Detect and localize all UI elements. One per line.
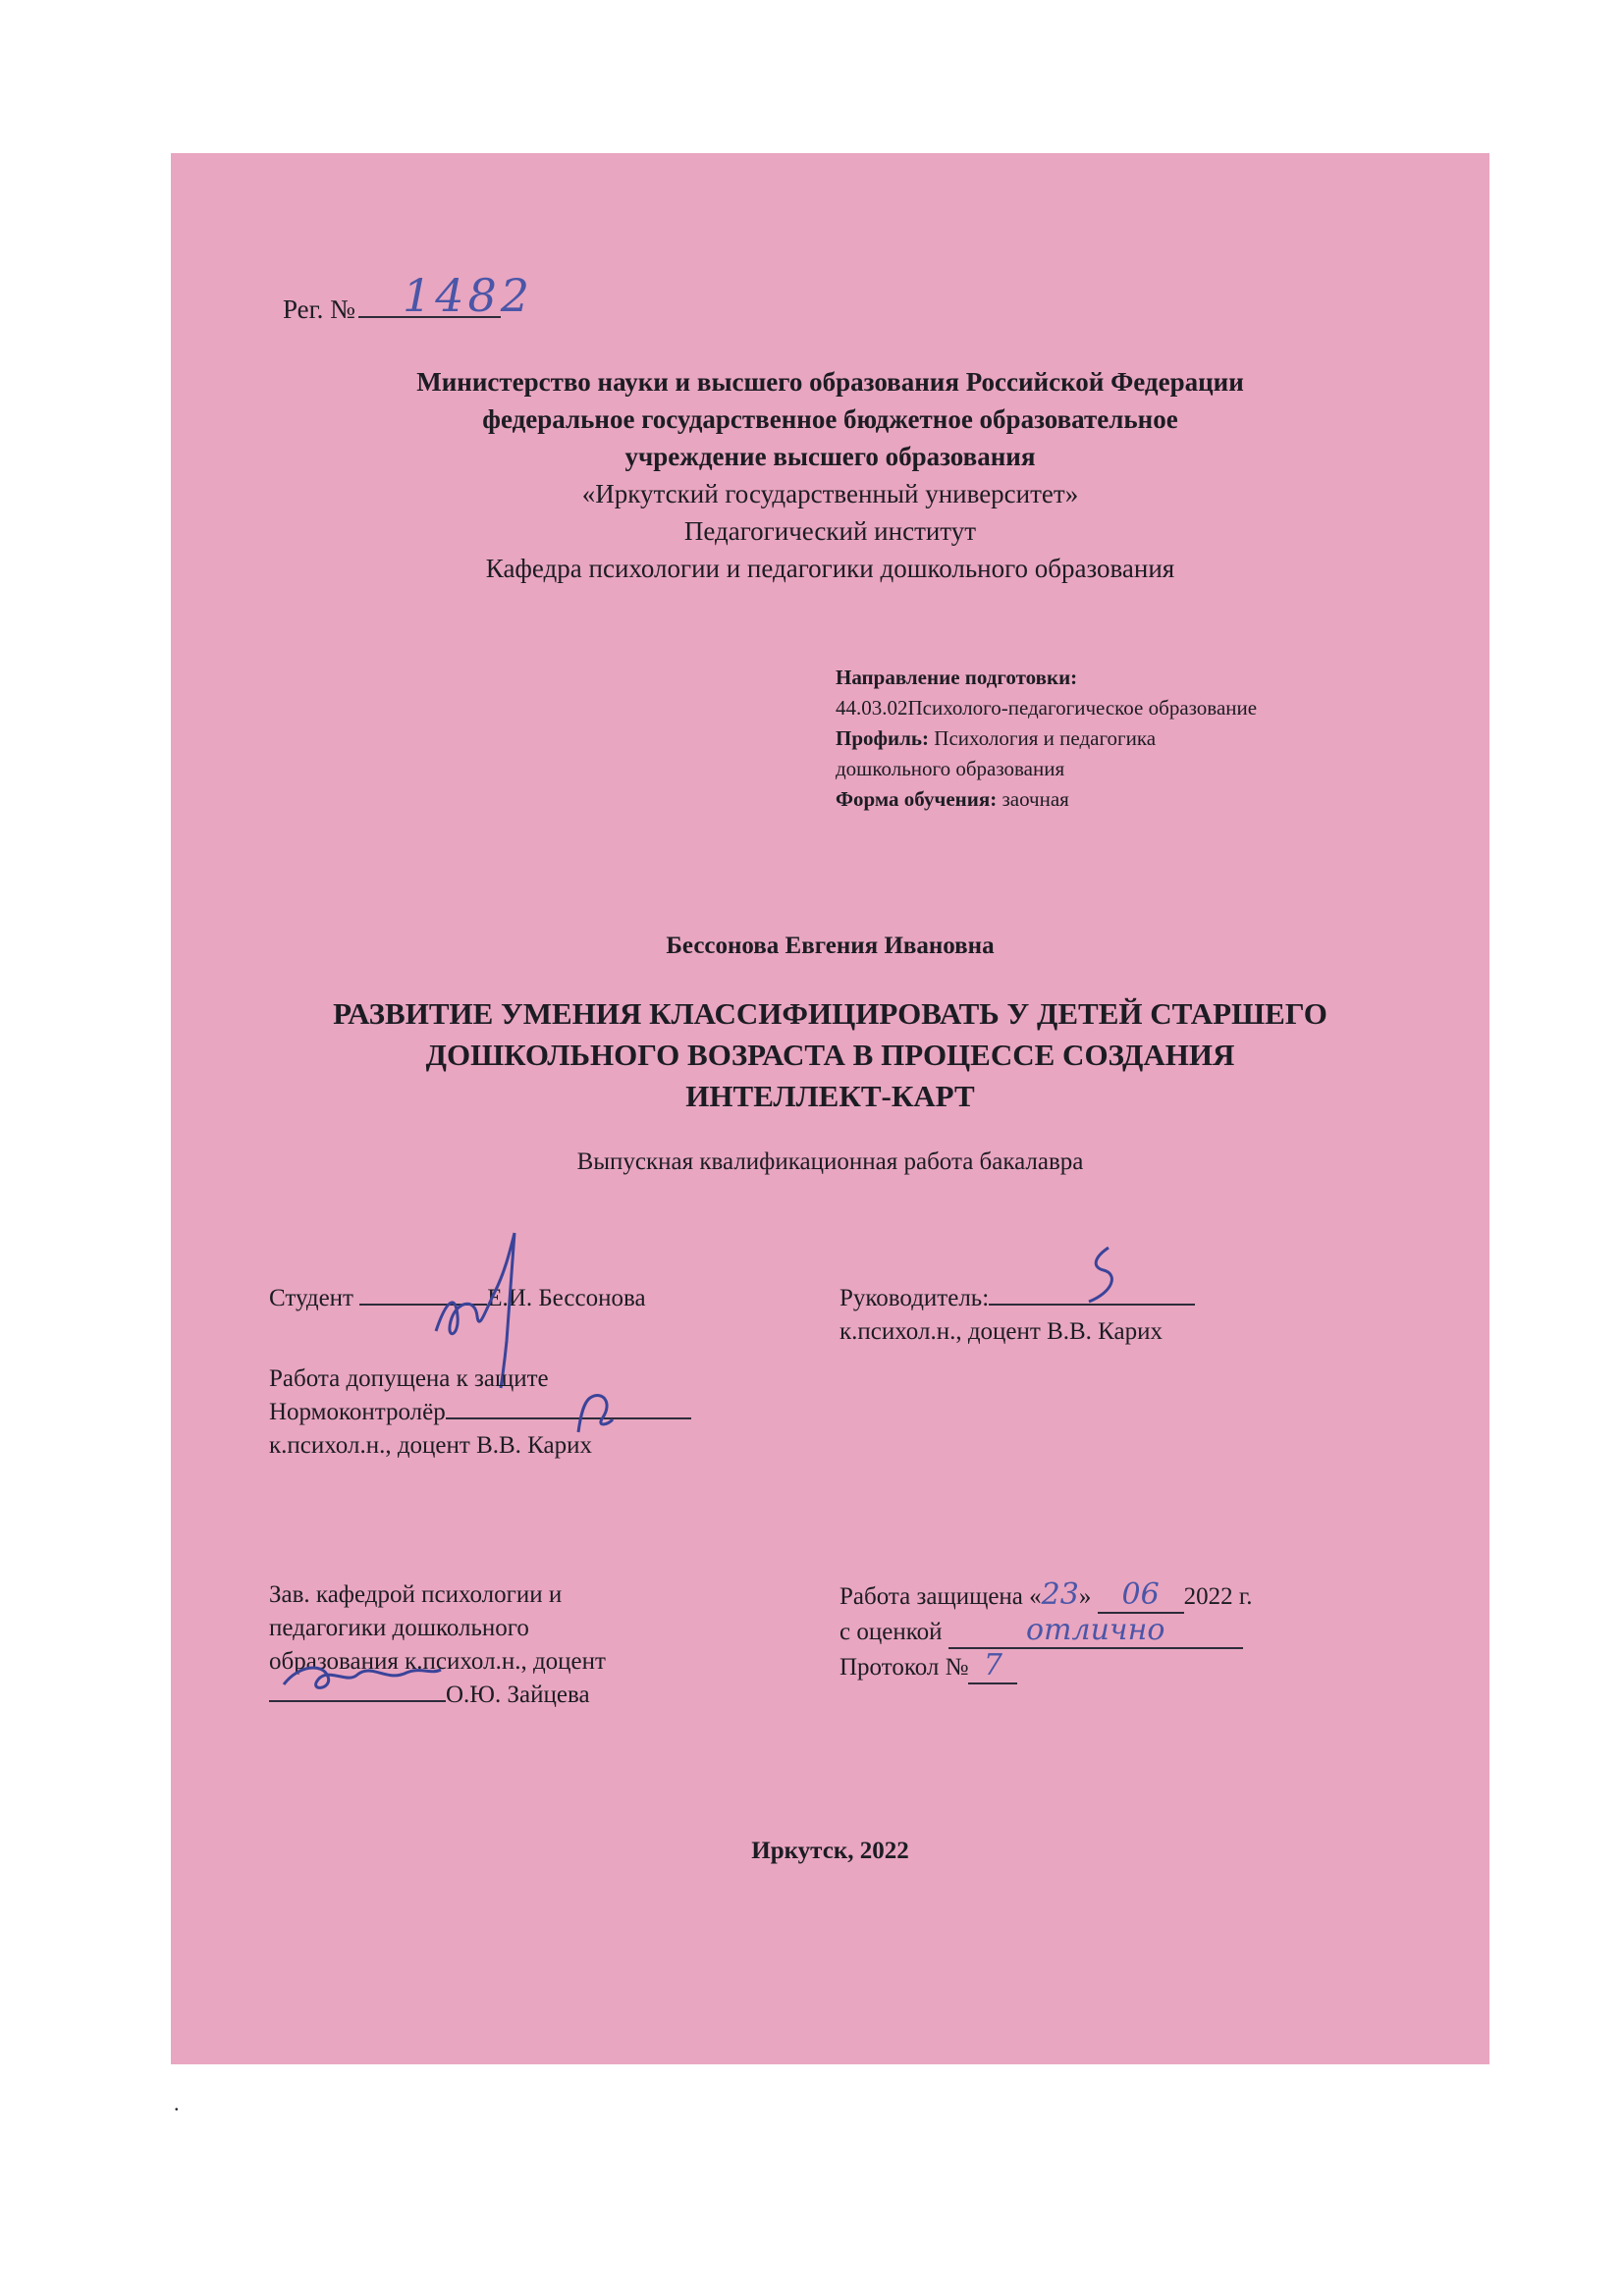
org-line-2: учреждение высшего образования [624,442,1036,471]
direction-label: Направление подготовки: [836,666,1078,689]
head-line-1: Зав. кафедрой психологии и [269,1581,563,1608]
institution-header [171,363,1489,587]
supervisor-position: к.психол.н., доцент В.В. Карих [839,1318,1163,1345]
form-label: Форма обучения: [836,787,998,811]
defense-mid: » [1078,1583,1092,1610]
author-name: Бессонова Евгения Ивановна [666,933,995,959]
grade-value: отлично [948,1614,1243,1649]
title-line-3: ИНТЕЛЛЕКТ-КАРТ [685,1079,975,1113]
head-line-2: педагогики дошкольного [269,1615,529,1641]
form-value: заочная [1001,787,1069,811]
defense-day: 23 [1041,1577,1079,1612]
city-year: Иркутск, 2022 [751,1838,909,1864]
institute-name: Педагогический институт [683,516,977,546]
direction-value: 44.03.02Психолого-педагогическое образование [836,696,1258,720]
normcontroller-position: к.психол.н., доцент В.В. Карих [269,1432,592,1459]
work-type: Выпускная квалификационная работа бакалавра [576,1148,1084,1175]
profile-value: Психология и педагогика [934,726,1157,750]
department-name: Кафедра психологии и педагогики дошкольного образования [485,554,1175,583]
defense-prefix: Работа защищена « [839,1583,1042,1610]
profile-value-cont: дошкольного образования [836,757,1065,780]
head-signature [279,1655,446,1699]
page-mark: . [174,2091,180,2115]
supervisor-signature [1074,1243,1133,1311]
reg-label: Рег. № [283,294,355,324]
head-name: О.Ю. Зайцева [446,1682,590,1708]
reg-number-handwritten: 1482 [403,269,534,322]
profile-label: Профиль: [836,726,930,750]
student-label: Студент [269,1285,353,1311]
study-info-block [836,663,1257,815]
defense-block [839,1578,1253,1684]
title-line-1: РАЗВИТИЕ УМЕНИЯ КЛАССИФИЦИРОВАТЬ У ДЕТЕЙ СТАРШЕГО [333,996,1327,1031]
defense-year: 2022 г. [1183,1583,1253,1610]
title-line-2: ДОШКОЛЬНОГО ВОЗРАСТА В ПРОЦЕССЕ СОЗДАНИЯ [425,1038,1235,1072]
defense-month: 06 [1098,1578,1184,1614]
admission-block [269,1362,691,1463]
normcontroller-signature [568,1388,627,1437]
supervisor-label: Руководитель: [839,1285,990,1311]
thesis-title [171,993,1489,1117]
org-line-1: федеральное государственное бюджетное образовательное [482,404,1178,434]
ministry-line: Министерство науки и высшего образования Российской Федерации [416,367,1244,397]
university-name: «Иркутский государственный университет» [581,479,1079,508]
supervisor-block [839,1282,1195,1349]
protocol-number: 7 [968,1649,1017,1684]
admission-line: Работа допущена к защите [269,1365,549,1392]
protocol-label: Протокол № [839,1654,969,1681]
student-name: Е.И. Бессонова [487,1285,646,1311]
normcontroller-label: Нормоконтролёр [269,1399,446,1425]
title-page-sheet [171,153,1489,2064]
grade-label: с оценкой [839,1619,943,1645]
head-line-3: образования к.психол.н., доцент [269,1648,606,1675]
